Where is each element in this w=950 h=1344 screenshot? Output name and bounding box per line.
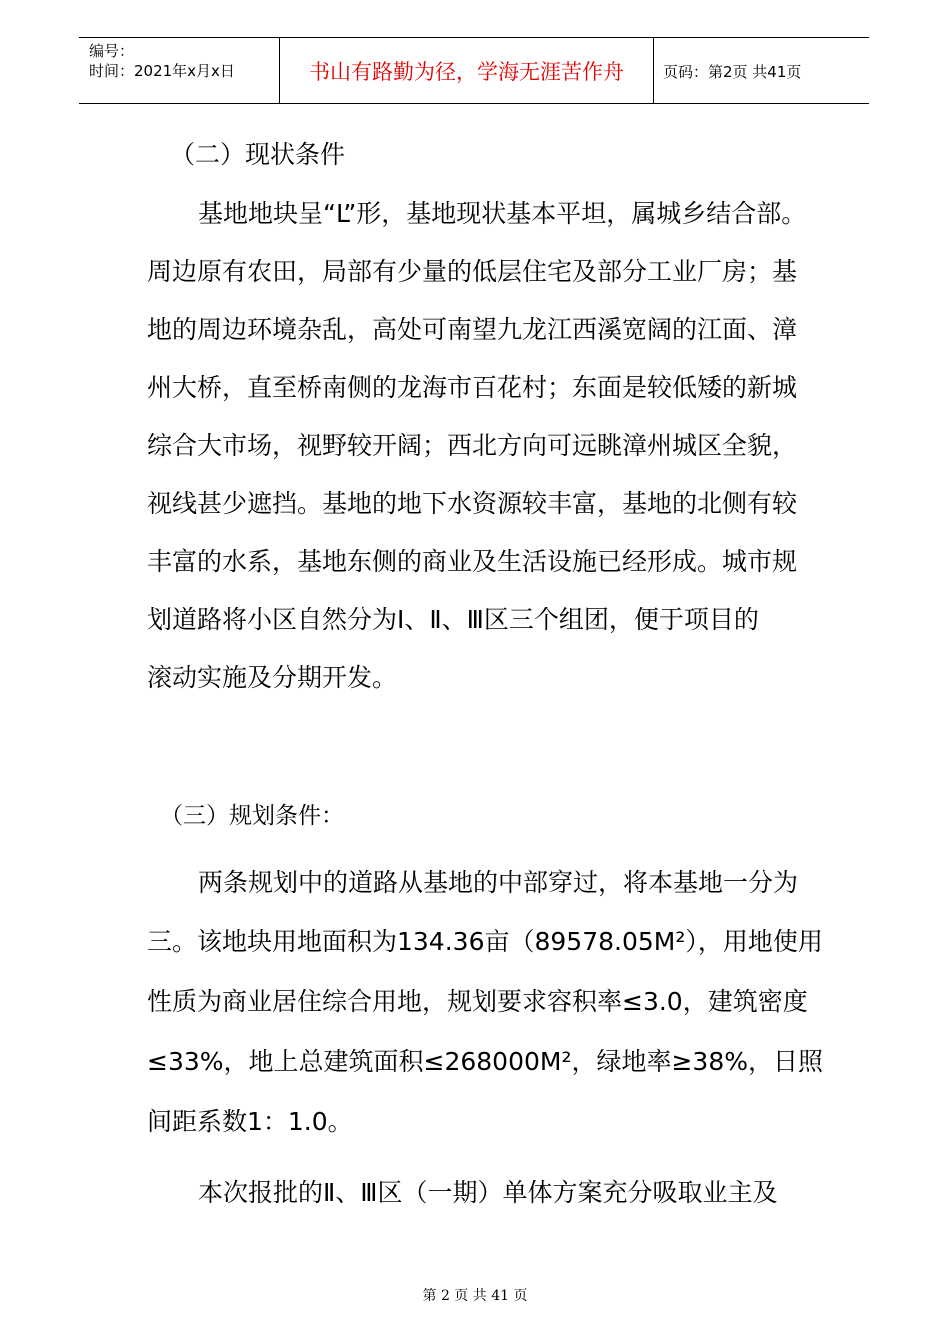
time-label: 时间：2021年x月x日	[89, 62, 235, 80]
motto-text: 书山有路勤为径，学海无涯苦作舟	[309, 60, 624, 84]
paragraph-line: 综合大市场，视野较开阔；西北方向可远眺漳州城区全貌，	[147, 431, 798, 460]
paragraph-line: 基地地块呈“L”形，基地现状基本平坦，属城乡结合部。	[198, 199, 807, 228]
paragraph-line: 丰富的水系，基地东侧的商业及生活设施已经形成。城市规	[147, 547, 798, 576]
page-header	[79, 37, 869, 104]
paragraph-line: 地的周边环境杂乱，高处可南望九龙江西溪宽阔的江面、漳	[147, 315, 798, 344]
paragraph-line: 间距系数1：1.0。	[147, 1107, 353, 1136]
paragraph-line: 划道路将小区自然分为Ⅰ、Ⅱ、Ⅲ区三个组团，便于项目的	[147, 605, 759, 634]
section-heading-planning-conditions: （三）规划条件：	[160, 803, 344, 829]
paragraph-line: 滚动实施及分期开发。	[147, 663, 398, 692]
serial-number-label: 编号：	[89, 42, 135, 60]
paragraph-line: 两条规划中的道路从基地的中部穿过，将本基地一分为	[198, 868, 799, 897]
paragraph-line: 三。该地块用地面积为134.36亩（89578.05M²），用地使用	[147, 927, 823, 956]
section-heading-current-conditions: （二）现状条件	[170, 140, 346, 169]
page-footer: 第 2 页 共 41 页	[422, 1288, 528, 1304]
paragraph-line: ≤33%，地上总建筑面积≤268000M²，绿地率≥38%，日照	[147, 1047, 824, 1076]
paragraph-line: 周边原有农田，局部有少量的低层住宅及部分工业厂房；基	[147, 257, 798, 286]
header-page-cell	[654, 38, 869, 103]
header-motto-cell	[280, 38, 654, 103]
page-info: 页码：第2页 共41页	[663, 63, 802, 81]
paragraph-line: 本次报批的Ⅱ、Ⅲ区（一期）单体方案充分吸取业主及	[198, 1178, 778, 1207]
paragraph-line: 州大桥，直至桥南侧的龙海市百花村；东面是较低矮的新城	[147, 373, 798, 402]
paragraph-line: 视线甚少遮挡。基地的地下水资源较丰富，基地的北侧有较	[147, 489, 798, 518]
paragraph-line: 性质为商业居住综合用地，规划要求容积率≤3.0，建筑密度	[147, 987, 808, 1016]
header-meta-cell	[79, 38, 280, 103]
